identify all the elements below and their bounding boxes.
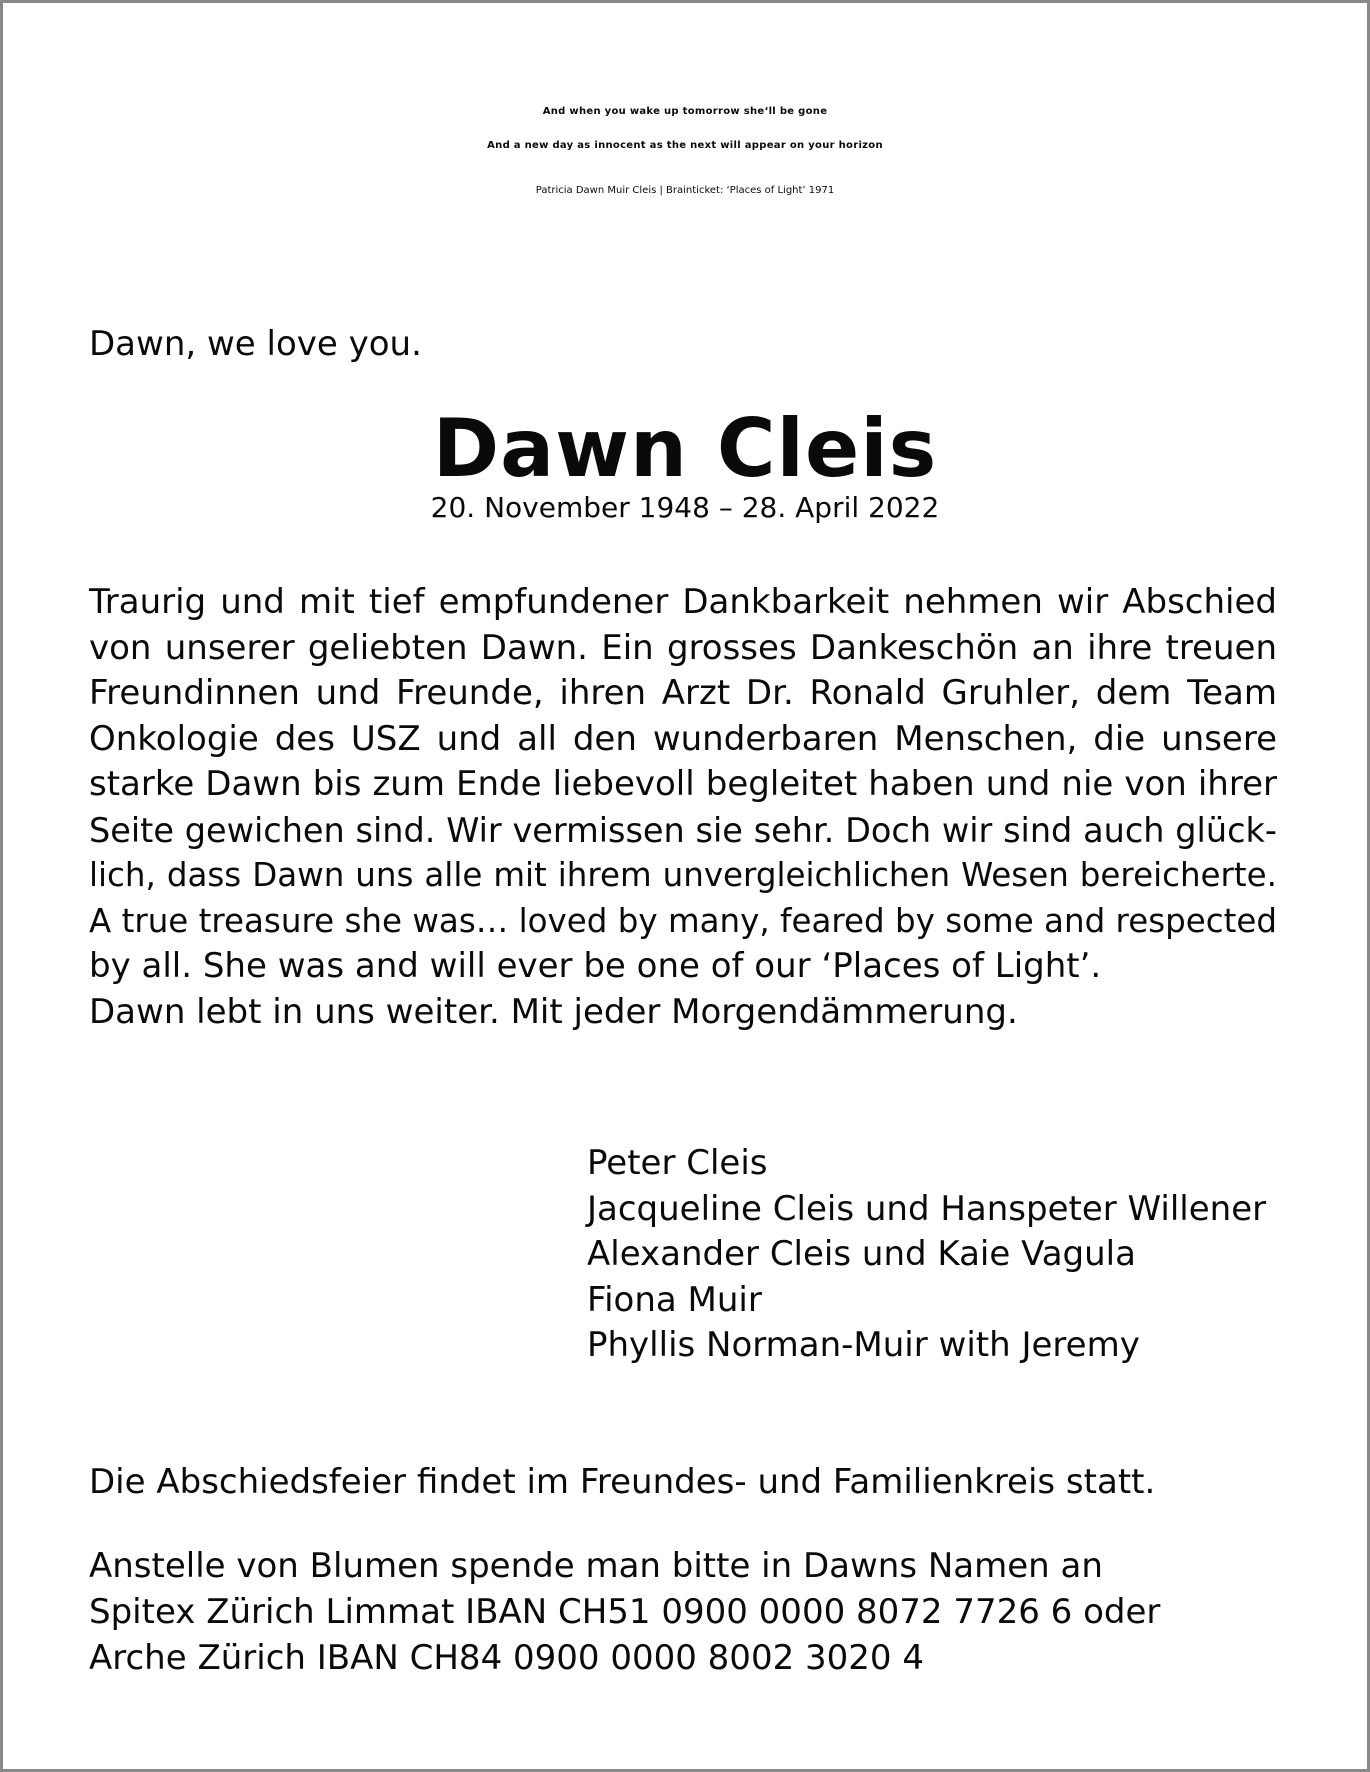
body-line: Traurig und mit tief empfundener Dankbarkeit nehmen wir Abschied: [89, 582, 1277, 622]
body-line: von unserer geliebten Dawn. Ein grosses Dankeschön an ihre treuen: [89, 627, 1277, 668]
epigraph-line-2: And a new day as innocent as the next will appear on your horizon: [487, 140, 883, 151]
body-line: lich, dass Dawn uns alle mit ihrem unvergleichlichen Wesen bereicherte.: [89, 856, 1277, 894]
body-line: starke Dawn bis zum Ende liebevoll begleitet haben und nie von ihrer: [89, 764, 1277, 804]
epigraph-source: Patricia Dawn Muir Cleis | Brainticket: ‘Places of Light’ 1971: [535, 185, 835, 196]
obituary-body: [89, 580, 1277, 1035]
body-line: Freundinnen und Freunde, ihren Arzt Dr. Ronald Gruhler, dem Team: [89, 673, 1277, 713]
donation-line-1: Anstelle von Blumen spende man bitte in Dawns Namen an: [89, 1546, 1103, 1586]
greeting: Dawn, we love you.: [89, 324, 422, 364]
body-line: Seite gewichen sind. Wir vermissen sie sehr. Doch wir sind auch glück-: [89, 810, 1277, 850]
life-dates: 20. November 1948 – 28. April 2022: [430, 491, 940, 524]
donation-note: [89, 1543, 1160, 1681]
ceremony-note: Die Abschiedsfeier findet im Freundes- und Familienkreis statt.: [89, 1462, 1156, 1502]
body-line: A true treasure she was… loved by many, feared by some and respected: [89, 901, 1277, 940]
mourner-name: Peter Cleis: [587, 1143, 768, 1183]
body-line: Onkologie des USZ und all den wunderbaren Menschen, die unsere: [89, 718, 1277, 759]
body-line: Dawn lebt in uns weiter. Mit jeder Morgendämmerung.: [89, 991, 1018, 1032]
mourners-list: [587, 1141, 1266, 1369]
deceased-name: Dawn Cleis: [432, 402, 938, 495]
mourner-name: Jacqueline Cleis und Hanspeter Willener: [587, 1188, 1267, 1229]
mourner-name: Alexander Cleis und Kaie Vagula: [587, 1234, 1136, 1274]
donation-line-3: Arche Zürich IBAN CH84 0900 0000 8002 3020 4: [89, 1638, 924, 1678]
mourner-name: Phyllis Norman-Muir with Jeremy: [587, 1325, 1140, 1365]
donation-line-2: Spitex Zürich Limmat IBAN CH51 0900 0000 8072 7726 6 oder: [89, 1592, 1161, 1632]
epigraph-line-1: And when you wake up tomorrow she‘ll be gone: [542, 106, 828, 117]
mourner-name: Fiona Muir: [587, 1279, 762, 1320]
body-line: by all. She was and will ever be one of our ‘Places of Light’.: [89, 946, 1102, 986]
